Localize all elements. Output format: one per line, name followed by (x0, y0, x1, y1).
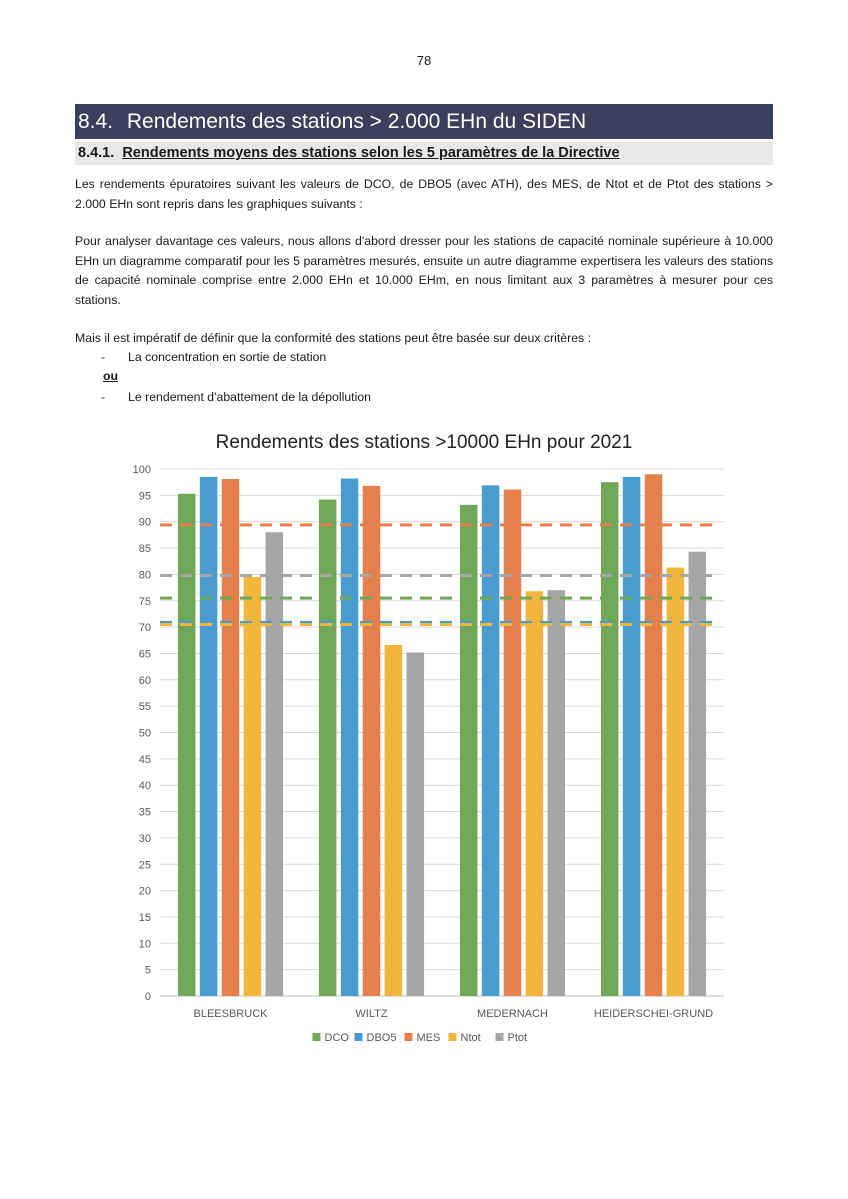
bar-dbo5 (623, 477, 641, 996)
bullet-item (101, 348, 326, 368)
y-tick-label: 70 (138, 622, 151, 635)
y-tick-label: 10 (138, 938, 151, 951)
bar-dco (460, 505, 478, 996)
criteria-paragraph: Mais il est impératif de définir que la conformité des stations peut être basée sur deux critères : (75, 331, 592, 345)
y-tick-label: 50 (138, 727, 151, 740)
bullet-text: Le rendement d'abattement de la dépollution (128, 390, 371, 404)
y-tick-label: 40 (138, 780, 151, 793)
bullet-dash: - (101, 390, 106, 404)
x-tick-label: BLEESBRUCK (193, 1008, 268, 1020)
legend-swatch (496, 1033, 504, 1041)
bar-ptot (689, 552, 707, 996)
y-tick-label: 35 (138, 806, 151, 819)
bar-dco (178, 494, 196, 996)
subsection-title: Rendements moyens des stations selon les 5 paramètres de la Directive (122, 145, 620, 161)
y-tick-label: 30 (138, 832, 151, 845)
legend-label: Ntot (460, 1032, 481, 1044)
bar-ptot (548, 590, 566, 996)
y-tick-label: 80 (138, 569, 151, 582)
x-tick-label: WILTZ (355, 1008, 388, 1020)
analysis-paragraph: Pour analyser davantage ces valeurs, nous allons d'abord dresser pour les stations de capacité nominale supérieure à 10.000 EHn un diagramme comparatif pour les 5 paramètres mesurés, ensuite un autre diagramme expertisera les valeurs des stations de capacité nominale comprise entre 2.000 EHn et 10.000 EHm, en nous limitant aux 3 paramètres à mesurer pour ces stations. (75, 234, 773, 307)
legend-swatch (313, 1033, 321, 1041)
y-tick-label: 60 (138, 674, 151, 687)
bar-chart (0, 420, 848, 1060)
page-number: 78 (416, 53, 432, 68)
legend-label: MES (416, 1032, 441, 1044)
intro-paragraph: Les rendements épuratoires suivant les valeurs de DCO, de DBO5 (avec ATH), des MES, de Ntot et de Ptot des stations > 2.000 EHn sont repris dans les graphiques suivants : (75, 177, 773, 211)
bar-ntot (667, 568, 685, 996)
bullet-item (101, 388, 371, 408)
bar-dbo5 (200, 477, 218, 996)
legend-swatch (449, 1033, 457, 1041)
bullet-text: La concentration en sortie de station (128, 350, 327, 364)
bar-ptot (407, 652, 425, 996)
subsection-number: 8.4.1. (78, 145, 115, 161)
section-number: 8.4. (78, 110, 114, 133)
bar-mes (363, 486, 381, 996)
y-tick-label: 55 (138, 701, 151, 714)
y-tick-label: 45 (138, 753, 151, 766)
legend-swatch (355, 1033, 363, 1041)
chart-title: Rendements des stations >10000 EHn pour 2021 (215, 432, 633, 453)
y-tick-label: 85 (138, 543, 151, 556)
bar-ntot (385, 645, 403, 996)
subsection-heading (75, 142, 773, 165)
y-tick-label: 25 (138, 859, 151, 872)
y-tick-label: 75 (138, 595, 151, 608)
y-tick-label: 100 (132, 464, 151, 476)
y-tick-label: 15 (138, 911, 151, 924)
x-tick-label: MEDERNACH (477, 1008, 548, 1020)
or-separator: ou (103, 369, 119, 383)
bar-dbo5 (482, 485, 500, 996)
bar-dco (601, 482, 619, 996)
x-tick-label: HEIDERSCHEI-GRUND (593, 1008, 714, 1020)
legend-label: DCO (324, 1032, 349, 1044)
bar-ptot (266, 532, 284, 996)
legend-swatch (405, 1033, 413, 1041)
section-title: Rendements des stations > 2.000 EHn du SIDEN (126, 110, 587, 133)
legend-label: DBO5 (366, 1032, 397, 1044)
y-tick-label: 90 (138, 516, 151, 529)
section-heading (75, 104, 773, 139)
bar-mes (504, 490, 522, 996)
bullet-dash: - (101, 350, 106, 364)
y-tick-label: 0 (144, 991, 151, 1003)
bar-mes (222, 479, 240, 996)
y-tick-label: 20 (138, 885, 151, 898)
y-tick-label: 95 (138, 490, 151, 503)
bar-dbo5 (341, 478, 359, 996)
y-tick-label: 65 (138, 648, 151, 661)
bar-ntot (526, 591, 544, 996)
legend-label: Ptot (507, 1032, 528, 1044)
y-tick-label: 5 (144, 964, 151, 977)
bar-ntot (244, 577, 262, 996)
bar-mes (645, 474, 663, 996)
